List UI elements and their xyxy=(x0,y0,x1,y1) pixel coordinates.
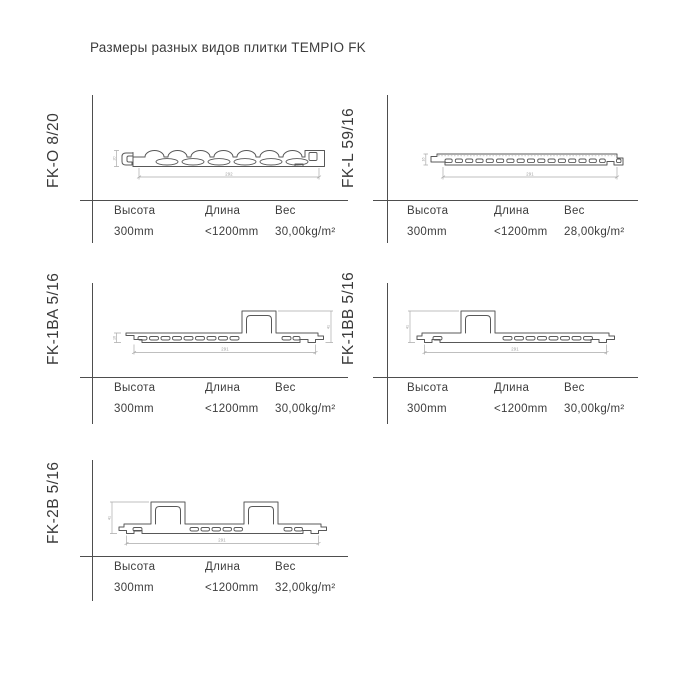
dimension-label: 291 xyxy=(526,171,534,177)
spec-header-length: Длина xyxy=(205,205,241,217)
table-top-border xyxy=(373,200,638,201)
section-divider-vertical xyxy=(92,95,93,243)
spec-value-length: <1200mm xyxy=(205,582,259,594)
spec-header-weight: Вес xyxy=(275,382,296,394)
dimension-label: 291 xyxy=(218,537,226,543)
spec-header-weight: Вес xyxy=(564,382,585,394)
spec-header-height: Высота xyxy=(114,205,156,217)
spec-header-length: Длина xyxy=(205,382,241,394)
spec-table-header xyxy=(407,205,585,217)
spec-header-weight: Вес xyxy=(275,561,296,573)
spec-value-length: <1200mm xyxy=(205,226,259,238)
spec-value-height: 300mm xyxy=(114,226,154,238)
profile-label: FK-2B 5/16 xyxy=(45,461,62,544)
spec-table-header xyxy=(114,382,296,394)
section-divider-vertical xyxy=(387,95,388,243)
profile-label: FK-1BA 5/16 xyxy=(45,272,62,365)
profile-label: FK-1BB 5/16 xyxy=(340,271,357,365)
spec-value-weight: 32,00kg/m² xyxy=(275,582,336,594)
spec-table-values xyxy=(407,403,625,415)
dimension-label: 41 xyxy=(107,515,112,521)
spec-header-height: Высота xyxy=(114,382,156,394)
spec-value-height: 300mm xyxy=(407,403,447,415)
spec-value-length: <1200mm xyxy=(494,226,548,238)
spec-value-height: 300mm xyxy=(114,403,154,415)
dimension-label: 16 xyxy=(112,335,117,341)
dimension-label: 292 xyxy=(225,171,233,177)
profile-outline xyxy=(417,311,615,343)
profile-outline xyxy=(126,311,324,343)
dimension-label: 291 xyxy=(511,346,519,352)
profile-drawing-fk-1bb xyxy=(403,297,631,359)
dimension-label: 41 xyxy=(405,324,410,330)
dimension-label: 291 xyxy=(221,346,229,352)
spec-value-length: <1200mm xyxy=(205,403,259,415)
spec-value-weight: 30,00kg/m² xyxy=(564,403,625,415)
dimension-label: 20 xyxy=(112,156,117,161)
page-title: Размеры разных видов плитки TEMPIO FK xyxy=(90,40,366,55)
spec-table-values xyxy=(407,226,625,238)
profile-drawing-fk-2b xyxy=(105,488,343,550)
spec-value-weight: 30,00kg/m² xyxy=(275,403,336,415)
table-top-border xyxy=(80,556,348,557)
spec-value-length: <1200mm xyxy=(494,403,548,415)
profile-drawing-fk-1ba xyxy=(112,297,340,359)
profile-outline xyxy=(119,502,327,534)
spec-header-height: Высота xyxy=(407,382,449,394)
profile-label: FK-L 59/16 xyxy=(340,107,357,188)
spec-table-header xyxy=(114,561,296,573)
spec-value-weight: 28,00kg/m² xyxy=(564,226,625,238)
profile-drawing-fk-o xyxy=(111,141,334,187)
spec-header-height: Высота xyxy=(114,561,156,573)
section-divider-vertical xyxy=(387,283,388,424)
dimension-label: 16 xyxy=(421,157,426,162)
spec-header-length: Длина xyxy=(494,205,530,217)
spec-table-values xyxy=(114,582,336,594)
profile-outline xyxy=(122,151,325,167)
spec-header-length: Длина xyxy=(494,382,530,394)
table-top-border xyxy=(80,200,348,201)
profile-outline xyxy=(431,154,623,165)
spec-value-weight: 30,00kg/m² xyxy=(275,226,336,238)
spec-table-header xyxy=(114,205,296,217)
spec-table-values xyxy=(114,403,336,415)
spec-header-length: Длина xyxy=(205,561,241,573)
spec-table-header xyxy=(407,382,585,394)
spec-header-weight: Вес xyxy=(564,205,585,217)
spec-value-height: 300mm xyxy=(114,582,154,594)
table-top-border xyxy=(80,377,348,378)
spec-header-height: Высота xyxy=(407,205,449,217)
table-top-border xyxy=(373,377,638,378)
profile-label: FK-O 8/20 xyxy=(45,112,62,188)
dimension-label: 41 xyxy=(326,324,331,330)
section-divider-vertical xyxy=(92,283,93,424)
profile-drawing-fk-l xyxy=(421,146,626,186)
dimension-lines xyxy=(422,154,619,180)
spec-header-weight: Вес xyxy=(275,205,296,217)
spec-value-height: 300mm xyxy=(407,226,447,238)
spec-table-values xyxy=(114,226,336,238)
section-divider-vertical xyxy=(92,460,93,601)
